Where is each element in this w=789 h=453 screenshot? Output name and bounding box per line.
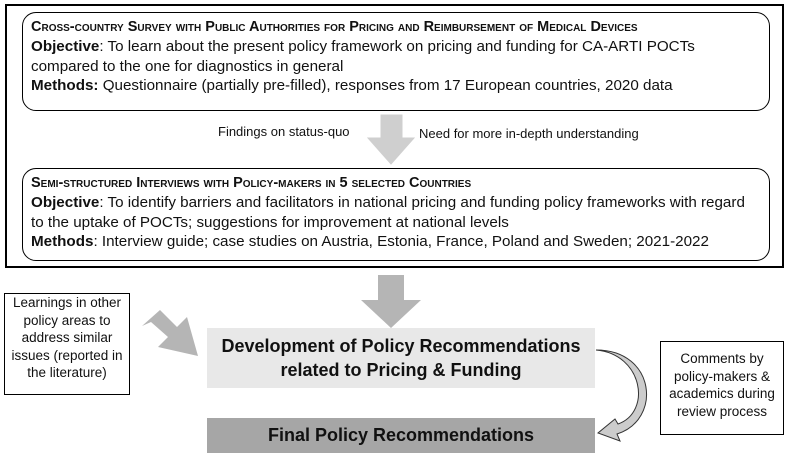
survey-methods-text: Questionnaire (partially pre-filled), responses from 17 European countries, 2020 data — [98, 77, 673, 94]
survey-objective-label: Objective — [31, 38, 100, 55]
survey-objective-text: : To learn about the present policy framework on pricing and funding for CA-ARTI POCTs compared to the one for diagnostics in general — [31, 38, 695, 75]
need-label: Need for more in-depth understanding — [419, 126, 639, 141]
development-label: Development of Policy Recommendations related to Pricing & Funding — [221, 336, 581, 380]
survey-title: Cross-country Survey with Public Authorities for Pricing and Reimbursement of Medical Devices — [31, 19, 638, 35]
final-label: Final Policy Recommendations — [267, 425, 535, 445]
survey-methods-label: Methods: — [31, 77, 99, 94]
arrow-development-to-final — [596, 350, 647, 441]
interviews-methods-text: : Interview guide; case studies on Austria, Estonia, France, Poland and Sweden; 2021-2022 — [93, 233, 709, 250]
learnings-box: Learnings in other policy areas to address similar issues (reported in the literature) — [4, 293, 130, 395]
interviews-objective-label: Objective — [31, 194, 100, 211]
interviews-objective-text: : To identify barriers and facilitators in national pricing and funding policy frameworks with regard to the uptake of POCTs; suggestions for improvement at national levels — [31, 194, 745, 231]
interviews-methods-label: Methods — [31, 233, 94, 250]
findings-label: Findings on status-quo — [218, 124, 350, 139]
interviews-title: Semi-structured Interviews with Policy-makers in 5 selected Countries — [31, 175, 472, 191]
arrow-study-to-development — [361, 275, 421, 328]
arrow-survey-to-interviews — [368, 115, 414, 164]
comments-box: Comments by policy-makers & academics during review process — [660, 341, 784, 435]
arrow-learnings-to-development — [142, 310, 198, 356]
